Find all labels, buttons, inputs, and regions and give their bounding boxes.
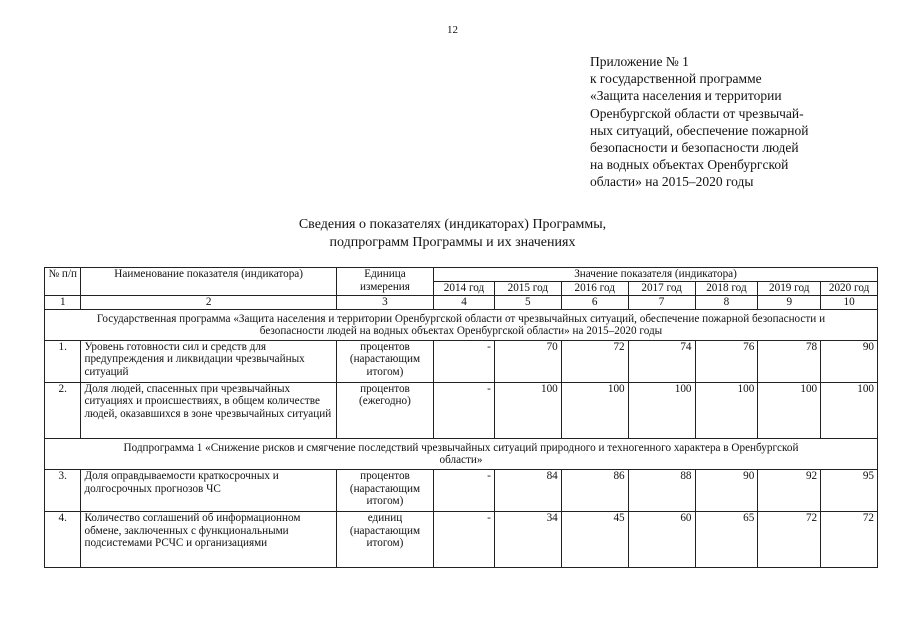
indicator-unit: процентов (ежегодно): [336, 382, 433, 438]
page-number: 12: [447, 24, 458, 36]
value-cell: 86: [561, 469, 628, 511]
row-number: 2.: [45, 382, 81, 438]
document-title: [0, 216, 905, 252]
value-cell: 72: [561, 340, 628, 382]
column-number: 1: [45, 296, 81, 310]
indicator-name: Количество соглашений об информационном обмене, заключенных с функциональными подсистемами РСЧС и организациями: [81, 511, 336, 567]
column-number: 8: [695, 296, 758, 310]
header-number: № п/п: [45, 268, 81, 296]
appendix-line: ных ситуаций, обеспечение пожарной: [590, 122, 809, 138]
appendix-line: области» на 2015–2020 годы: [590, 174, 754, 190]
value-cell: 92: [758, 469, 821, 511]
value-cell: -: [434, 469, 495, 511]
value-cell: 100: [758, 382, 821, 438]
appendix-line: «Защита населения и территории: [590, 88, 782, 104]
document-title-line-1: Сведения о показателях (индикаторах) Программы,: [298, 217, 607, 232]
appendix-line: Оренбургской области от чрезвычай-: [590, 105, 804, 121]
table-row: [45, 382, 878, 438]
value-cell: 95: [821, 469, 878, 511]
row-number: 3.: [45, 469, 81, 511]
header-year: 2019 год: [758, 282, 821, 296]
section-subprogram-row: [45, 438, 878, 469]
value-cell: 100: [561, 382, 628, 438]
column-number: 10: [821, 296, 878, 310]
indicator-name: Доля оправдываемости краткосрочных и долгосрочных прогнозов ЧС: [81, 469, 336, 511]
indicator-unit: процентов (нарастающим итогом): [336, 469, 433, 511]
value-cell: 45: [561, 511, 628, 567]
value-cell: 72: [821, 511, 878, 567]
appendix-line: Приложение № 1: [590, 54, 689, 69]
column-number: 9: [758, 296, 821, 310]
value-cell: 90: [695, 469, 758, 511]
section-subprogram-title: Подпрограмма 1 «Снижение рисков и смягчение последствий чрезвычайных ситуаций природного и техногенного характера в Оренбургской области»: [45, 438, 878, 469]
appendix-line: на водных объектах Оренбургской: [590, 157, 789, 173]
value-cell: 100: [494, 382, 561, 438]
indicator-unit: единиц (нарастающим итогом): [336, 511, 433, 567]
header-year: 2020 год: [821, 282, 878, 296]
section-program-title: Государственная программа «Защита населения и территории Оренбургской области от чрезвычайных ситуаций, обеспечение пожарной безопасности и безопасности людей на водных объектах Оренбургской области» на 2015–2020 годы: [45, 309, 878, 340]
column-number: 2: [81, 296, 336, 310]
table-row: [45, 469, 878, 511]
table-row: [45, 340, 878, 382]
row-number: 1.: [45, 340, 81, 382]
value-cell: 88: [628, 469, 695, 511]
value-cell: 74: [628, 340, 695, 382]
indicator-name: Доля людей, спасенных при чрезвычайных ситуациях и происшествиях, в общем количестве людей, оказавшихся в зоне чрезвычайных ситуаций: [81, 382, 336, 438]
header-year: 2014 год: [434, 282, 495, 296]
value-cell: 100: [695, 382, 758, 438]
column-number: 4: [434, 296, 495, 310]
value-cell: 90: [821, 340, 878, 382]
value-cell: 34: [494, 511, 561, 567]
header-year: 2018 год: [695, 282, 758, 296]
column-number: 3: [336, 296, 433, 310]
column-number: 5: [494, 296, 561, 310]
header-year: 2015 год: [494, 282, 561, 296]
value-cell: -: [434, 511, 495, 567]
header-value-group: Значение показателя (индикатора): [434, 268, 878, 282]
value-cell: 72: [758, 511, 821, 567]
appendix-header: [590, 53, 880, 191]
row-number: 4.: [45, 511, 81, 567]
column-number: 6: [561, 296, 628, 310]
value-cell: 60: [628, 511, 695, 567]
header-unit: Единица измерения: [336, 268, 433, 296]
table-row: [45, 511, 878, 567]
section-program-row: [45, 309, 878, 340]
value-cell: 100: [821, 382, 878, 438]
value-cell: 65: [695, 511, 758, 567]
value-cell: 100: [628, 382, 695, 438]
column-number: 7: [628, 296, 695, 310]
value-cell: 76: [695, 340, 758, 382]
document-title-line-2: подпрограмм Программы и их значениях: [329, 235, 576, 250]
value-cell: 78: [758, 340, 821, 382]
header-year: 2016 год: [561, 282, 628, 296]
header-year: 2017 год: [628, 282, 695, 296]
value-cell: 70: [494, 340, 561, 382]
header-name: Наименование показателя (индикатора): [81, 268, 336, 296]
indicator-name: Уровень готовности сил и средств для предупреждения и ликвидации чрезвычайных ситуаций: [81, 340, 336, 382]
value-cell: -: [434, 382, 495, 438]
value-cell: -: [434, 340, 495, 382]
appendix-line: безопасности и безопасности людей: [590, 140, 799, 156]
indicators-table: [44, 267, 878, 568]
value-cell: 84: [494, 469, 561, 511]
indicator-unit: процентов (нарастающим итогом): [336, 340, 433, 382]
appendix-line: к государственной программе: [590, 71, 762, 87]
